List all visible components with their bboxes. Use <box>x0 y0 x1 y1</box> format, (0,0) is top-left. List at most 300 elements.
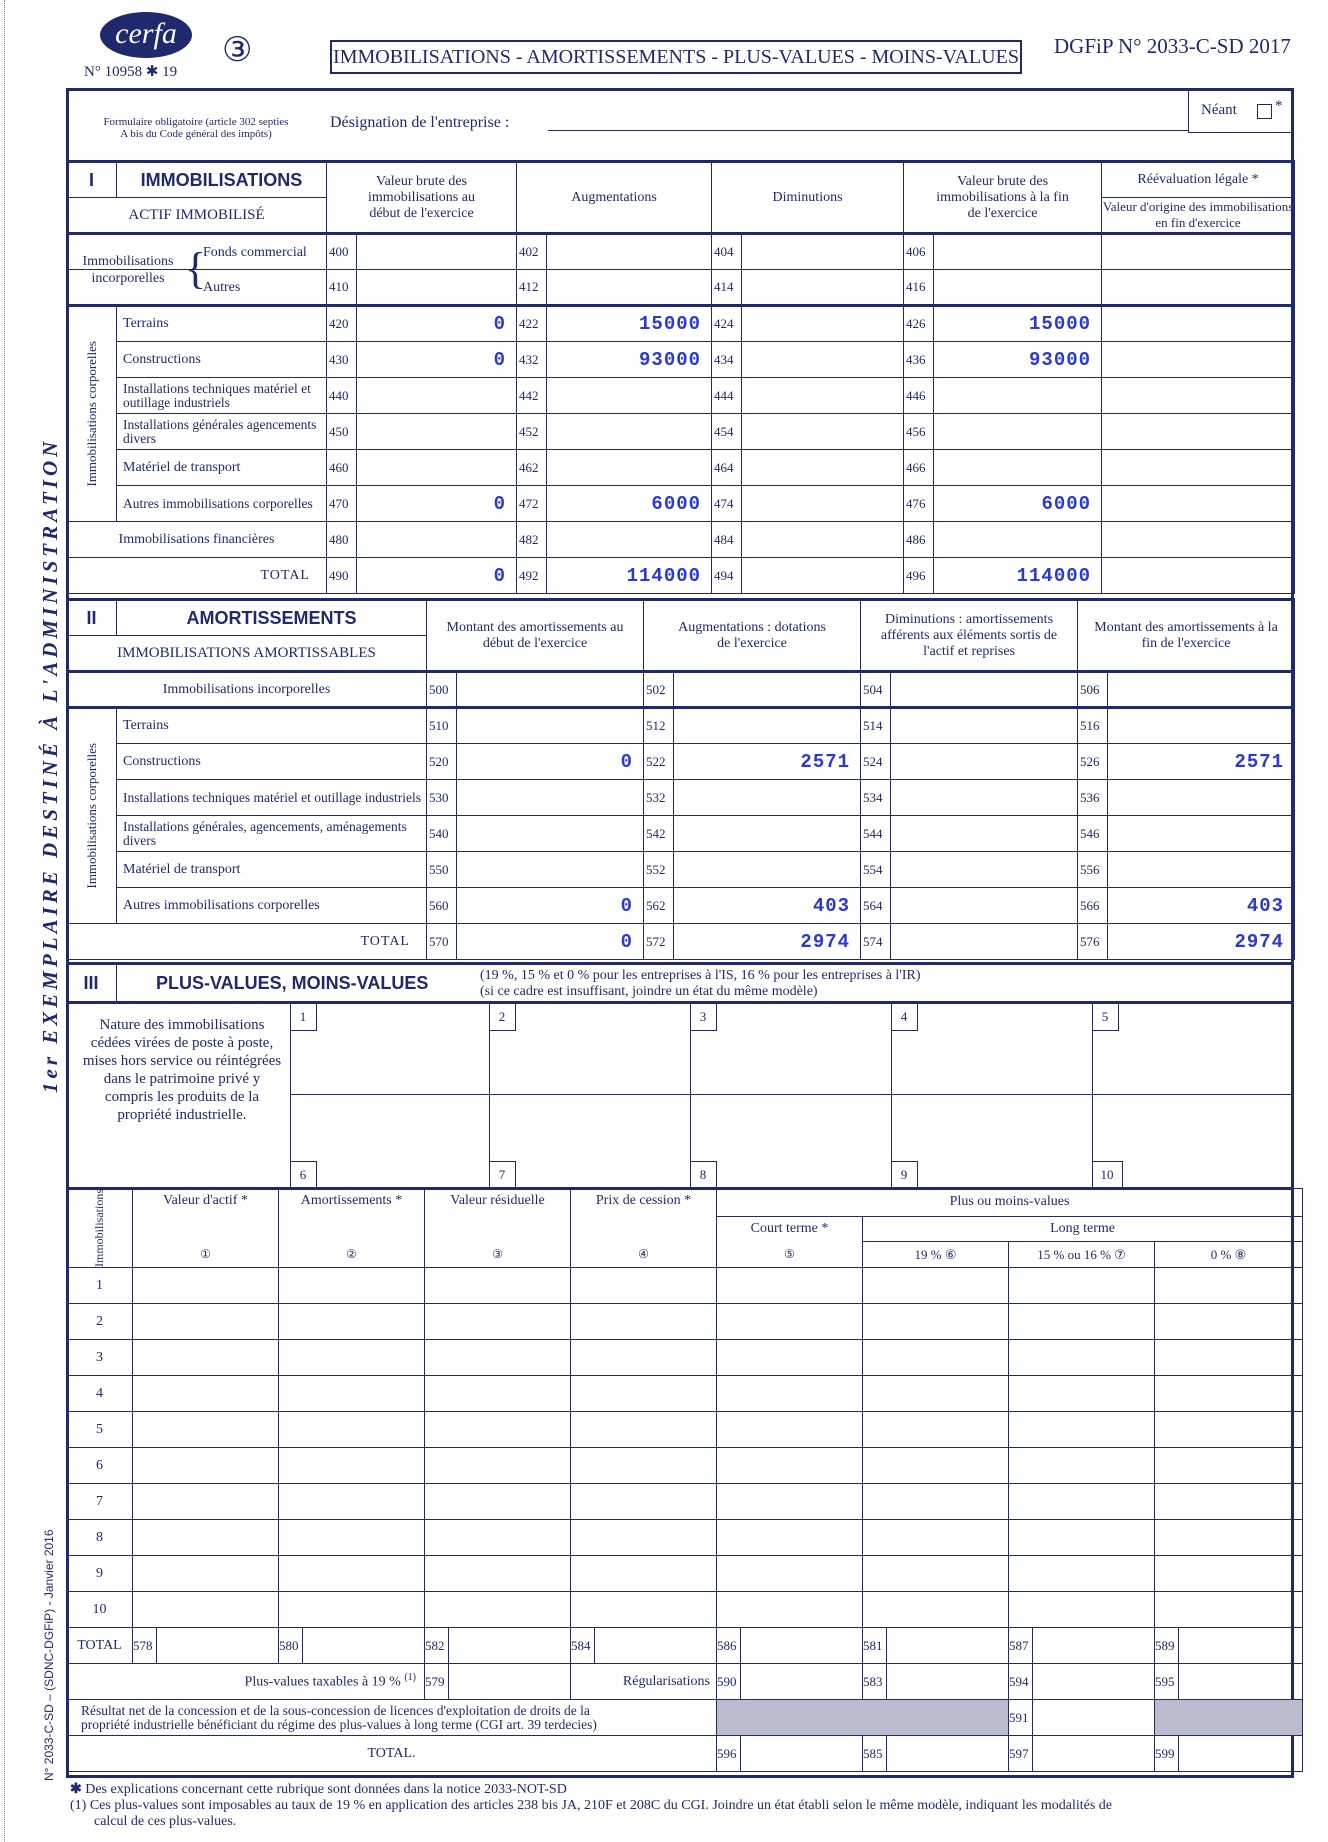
nature-box-number: 10 <box>1100 1167 1114 1182</box>
s1-code: 480 <box>327 522 357 558</box>
s2-group-corp-label: Immobilisations corporelles <box>83 743 99 889</box>
form-title <box>330 40 1022 74</box>
pv-cell[interactable] <box>571 1556 717 1592</box>
s1-code: 452 <box>517 414 547 450</box>
s1-reeval-cell[interactable] <box>1102 306 1295 342</box>
pv-cell[interactable] <box>1155 1484 1303 1520</box>
s2-value[interactable]: 403 <box>1108 888 1295 924</box>
s1-value[interactable]: 0 <box>357 558 517 594</box>
footnotes <box>70 1782 1292 1830</box>
pv-cell[interactable] <box>717 1412 863 1448</box>
pv-taxable-code: 579 <box>425 1664 449 1700</box>
pv-cell[interactable] <box>571 1412 717 1448</box>
pv-total-cell[interactable] <box>449 1628 571 1664</box>
s1-value[interactable]: 114000 <box>547 558 712 594</box>
pv-cell[interactable] <box>279 1520 425 1556</box>
s1-col4-header: Valeur brute des immobilisations à la fin de l'exercice <box>904 162 1102 234</box>
pv-row-number: 5 <box>67 1412 133 1448</box>
s1-value[interactable] <box>357 414 517 450</box>
pv-cell[interactable] <box>279 1268 425 1304</box>
s1-value[interactable] <box>547 450 712 486</box>
pv-cell[interactable] <box>1155 1448 1303 1484</box>
s2-value[interactable] <box>1108 852 1295 888</box>
s1-value[interactable] <box>357 270 517 306</box>
pv-cell[interactable] <box>1009 1484 1155 1520</box>
s1-value[interactable] <box>742 306 904 342</box>
s1-value[interactable] <box>547 414 712 450</box>
s2-col1-header: Montant des amortissements au début de l'exercice <box>427 600 644 672</box>
s1-code: 486 <box>904 522 934 558</box>
s1-reeval-cell[interactable] <box>1102 378 1295 414</box>
pv-cell[interactable] <box>717 1340 863 1376</box>
nature-box-10[interactable] <box>1092 1161 1123 1188</box>
pv-col-19: 19 % ⑥ <box>863 1242 1009 1268</box>
pv-row-number: 2 <box>67 1304 133 1340</box>
pv-total-cell[interactable] <box>741 1628 863 1664</box>
pv-cell[interactable] <box>133 1448 279 1484</box>
s1-value[interactable] <box>547 234 712 270</box>
final-total-cell[interactable] <box>1033 1736 1155 1772</box>
pv-cell[interactable] <box>717 1448 863 1484</box>
s2-value[interactable] <box>674 780 861 816</box>
pv-cell[interactable] <box>133 1556 279 1592</box>
s2-row6-label: Autres immobilisations corporelles <box>117 888 427 924</box>
s1-code: 440 <box>327 378 357 414</box>
pv-cell[interactable] <box>1155 1520 1303 1556</box>
s1-code: 446 <box>904 378 934 414</box>
nature-box-6[interactable] <box>290 1161 317 1188</box>
pv-total-cell[interactable] <box>157 1628 279 1664</box>
vertical-footer-text: N° 2033-C-SD – (SDNC-DGFiP) - Janvier 2016 <box>42 1529 56 1781</box>
s1-code: 460 <box>327 450 357 486</box>
pv-cell[interactable] <box>863 1268 1009 1304</box>
pv-cell[interactable] <box>571 1484 717 1520</box>
s2-code: 576 <box>1078 924 1108 960</box>
pv-total-code: 589 <box>1155 1628 1179 1664</box>
s2-value[interactable]: 0 <box>457 888 644 924</box>
s1-reeval-cell[interactable] <box>1102 558 1295 594</box>
pv-cell[interactable] <box>1009 1412 1155 1448</box>
pv-cell[interactable] <box>863 1520 1009 1556</box>
form-title-text: IMMOBILISATIONS - AMORTISSEMENTS - PLUS-VALUES - MOINS-VALUES <box>333 46 1019 68</box>
pv-cell[interactable] <box>571 1448 717 1484</box>
s1-value[interactable] <box>547 522 712 558</box>
pv-cell[interactable] <box>1009 1268 1155 1304</box>
s2-value[interactable] <box>674 672 861 708</box>
final-total-code: 599 <box>1155 1736 1179 1772</box>
pv-cell[interactable] <box>1009 1520 1155 1556</box>
pv-cell[interactable] <box>425 1484 571 1520</box>
s1-value[interactable] <box>547 378 712 414</box>
pv-total-code: 584 <box>571 1628 595 1664</box>
pv-total-cell[interactable] <box>1033 1628 1155 1664</box>
s2-code: 544 <box>861 816 891 852</box>
s1-reeval-cell[interactable] <box>1102 342 1295 378</box>
regul-code: 594 <box>1009 1664 1033 1700</box>
pv-cell[interactable] <box>863 1592 1009 1628</box>
s2-col3-header: Diminutions : amortissements afférents aux éléments sortis de l'actif et reprises <box>861 600 1078 672</box>
footnote-one-b: calcul de ces plus-values. <box>94 1814 237 1829</box>
s1-value[interactable] <box>934 270 1102 306</box>
s1-reeval-cell[interactable] <box>1102 270 1295 306</box>
regul-cell[interactable] <box>1033 1664 1155 1700</box>
s1-value[interactable]: 93000 <box>547 342 712 378</box>
s1-value[interactable] <box>357 522 517 558</box>
pv-cell[interactable] <box>1009 1304 1155 1340</box>
pv-cell[interactable] <box>279 1340 425 1376</box>
pv-col-prix: Prix de cession * <box>571 1189 717 1242</box>
s2-value[interactable] <box>674 852 861 888</box>
nature-box-1[interactable] <box>290 1004 317 1031</box>
s1-reeval-cell[interactable] <box>1102 486 1295 522</box>
s1-value[interactable]: 114000 <box>934 558 1102 594</box>
s1-value[interactable] <box>742 234 904 270</box>
s1-row0-label: Fonds commercial <box>203 245 307 260</box>
pv-cell[interactable] <box>1155 1376 1303 1412</box>
s1-value[interactable] <box>742 558 904 594</box>
s2-code: 504 <box>861 672 891 708</box>
s2-value[interactable] <box>891 708 1078 744</box>
pv-col-residuelle: Valeur résiduelle <box>425 1189 571 1242</box>
pv-cell[interactable] <box>1009 1556 1155 1592</box>
pv-total-cell[interactable] <box>1179 1628 1303 1664</box>
s1-code: 472 <box>517 486 547 522</box>
pv-circ-1: ① <box>133 1242 279 1268</box>
s2-code: 572 <box>644 924 674 960</box>
section2-table <box>66 598 1295 960</box>
s1-value[interactable]: 93000 <box>934 342 1102 378</box>
pv-cell[interactable] <box>133 1340 279 1376</box>
pv-cell[interactable] <box>717 1556 863 1592</box>
pv-cell[interactable] <box>863 1412 1009 1448</box>
pv-cell[interactable] <box>1155 1304 1303 1340</box>
s1-code: 442 <box>517 378 547 414</box>
s2-code: 530 <box>427 780 457 816</box>
final-total-cell[interactable] <box>887 1736 1009 1772</box>
pv-cell[interactable] <box>1009 1448 1155 1484</box>
s1-code: 496 <box>904 558 934 594</box>
pv-cell[interactable] <box>571 1340 717 1376</box>
s1-value[interactable] <box>934 450 1102 486</box>
s1-code: 400 <box>327 234 357 270</box>
s1-code: 474 <box>712 486 742 522</box>
neant-checkbox[interactable] <box>1257 104 1272 119</box>
resultat-code: 591 <box>1009 1700 1033 1736</box>
pv-cell[interactable] <box>133 1412 279 1448</box>
s1-row8-label: Immobilisations financières <box>67 522 327 558</box>
s2-col4-header: Montant des amortissements à la fin de l'exercice <box>1078 600 1295 672</box>
nature-box-8[interactable] <box>690 1161 717 1188</box>
cerfa-logo-text: cerfa <box>115 17 177 50</box>
pv-total-cell[interactable] <box>303 1628 425 1664</box>
s1-value[interactable] <box>357 450 517 486</box>
s2-value[interactable] <box>674 708 861 744</box>
pv-row-number: 1 <box>67 1268 133 1304</box>
s1-value[interactable] <box>934 414 1102 450</box>
pv-cell[interactable] <box>571 1304 717 1340</box>
pv-cell[interactable] <box>133 1592 279 1628</box>
nature-box-number: 2 <box>498 1009 506 1024</box>
pv-cell[interactable] <box>571 1520 717 1556</box>
s2-code: 566 <box>1078 888 1108 924</box>
pv-cell[interactable] <box>863 1376 1009 1412</box>
s2-value[interactable] <box>1108 780 1295 816</box>
s2-value[interactable] <box>457 672 644 708</box>
nature-box-number: 6 <box>299 1167 307 1182</box>
pv-cell[interactable] <box>133 1484 279 1520</box>
s1-incorp-rows <box>67 234 1295 306</box>
pv-cell[interactable] <box>425 1592 571 1628</box>
pv-cell[interactable] <box>279 1484 425 1520</box>
s1-row4-label: Installations techniques matériel et outillage industriels <box>117 378 327 414</box>
pv-cell[interactable] <box>133 1376 279 1412</box>
s1-value[interactable] <box>742 378 904 414</box>
pv-cell[interactable] <box>717 1376 863 1412</box>
resultat-cell[interactable] <box>1033 1700 1155 1736</box>
s2-value[interactable] <box>1108 672 1295 708</box>
s2-value[interactable] <box>674 816 861 852</box>
regul-cell[interactable] <box>741 1664 863 1700</box>
pv-cell[interactable] <box>279 1376 425 1412</box>
s1-value[interactable]: 6000 <box>547 486 712 522</box>
pv-taxable-cell[interactable] <box>449 1664 571 1700</box>
pv-row-number: 8 <box>67 1520 133 1556</box>
s2-value[interactable]: 2974 <box>674 924 861 960</box>
pv-cell[interactable] <box>279 1556 425 1592</box>
s1-code: 422 <box>517 306 547 342</box>
s2-value[interactable] <box>891 852 1078 888</box>
pv-cell[interactable] <box>133 1268 279 1304</box>
s1-value[interactable] <box>742 414 904 450</box>
pv-cell[interactable] <box>1155 1412 1303 1448</box>
pv-cell[interactable] <box>1009 1340 1155 1376</box>
s1-value[interactable] <box>742 450 904 486</box>
cerfa-number: N° 10958 ✱ 19 <box>84 64 178 80</box>
s2-value[interactable] <box>1108 708 1295 744</box>
s1-value[interactable] <box>934 234 1102 270</box>
s1-code: 456 <box>904 414 934 450</box>
s2-value[interactable]: 2571 <box>1108 744 1295 780</box>
pv-cell[interactable] <box>1155 1556 1303 1592</box>
pv-cell[interactable] <box>571 1376 717 1412</box>
s2-value[interactable]: 2974 <box>1108 924 1295 960</box>
pv-cell[interactable] <box>425 1268 571 1304</box>
pv-taxable-label-cell <box>67 1664 425 1700</box>
s1-code: 466 <box>904 450 934 486</box>
s1-row9-label: TOTAL <box>67 558 327 594</box>
pv-cell[interactable] <box>425 1520 571 1556</box>
s1-value[interactable]: 0 <box>357 486 517 522</box>
s2-code: 524 <box>861 744 891 780</box>
s2-value[interactable] <box>891 780 1078 816</box>
s1-value[interactable] <box>357 378 517 414</box>
pv-cell[interactable] <box>425 1448 571 1484</box>
s2-value[interactable] <box>457 852 644 888</box>
s2-code: 536 <box>1078 780 1108 816</box>
s1-reeval-cell[interactable] <box>1102 234 1295 270</box>
pv-cell[interactable] <box>717 1304 863 1340</box>
s1-value[interactable] <box>357 234 517 270</box>
regul-cell[interactable] <box>887 1664 1009 1700</box>
pv-cell[interactable] <box>717 1484 863 1520</box>
pv-total-code: 582 <box>425 1628 449 1664</box>
cerfa-logo <box>100 12 192 58</box>
final-total-cell[interactable] <box>1179 1736 1303 1772</box>
nature-box-2[interactable] <box>489 1004 516 1031</box>
pv-cell[interactable] <box>425 1376 571 1412</box>
s2-code: 502 <box>644 672 674 708</box>
s1-value[interactable]: 0 <box>357 306 517 342</box>
pv-row-number: 3 <box>67 1340 133 1376</box>
s2-code: 570 <box>427 924 457 960</box>
nature-box-4[interactable] <box>891 1004 918 1031</box>
nature-box-number: 7 <box>498 1167 506 1182</box>
pv-total-code: 578 <box>133 1628 157 1664</box>
pv-cell[interactable] <box>279 1304 425 1340</box>
section1-roman: I <box>67 162 117 198</box>
pv-circ-5: ⑤ <box>717 1242 863 1268</box>
s1-row5-label: Installations générales agencements divers <box>117 414 327 450</box>
s2-value[interactable] <box>891 816 1078 852</box>
pv-cell[interactable] <box>1009 1376 1155 1412</box>
pv-cell[interactable] <box>1155 1592 1303 1628</box>
regul-cell[interactable] <box>1179 1664 1303 1700</box>
final-total-code: 597 <box>1009 1736 1033 1772</box>
pv-cell[interactable] <box>717 1268 863 1304</box>
section2-subtitle: IMMOBILISATIONS AMORTISSABLES <box>67 636 427 672</box>
neant-box <box>1188 90 1292 133</box>
s1-code: 410 <box>327 270 357 306</box>
s2-value[interactable] <box>891 744 1078 780</box>
pv-cell[interactable] <box>571 1592 717 1628</box>
pv-cell[interactable] <box>425 1412 571 1448</box>
pv-cell[interactable] <box>863 1556 1009 1592</box>
pv-cell[interactable] <box>717 1592 863 1628</box>
pv-row-number: 4 <box>67 1376 133 1412</box>
s1-reeval-cell[interactable] <box>1102 414 1295 450</box>
pv-row-number: 7 <box>67 1484 133 1520</box>
s1-value[interactable] <box>742 342 904 378</box>
nature-grid-hline <box>290 1094 1294 1095</box>
s1-value[interactable] <box>547 270 712 306</box>
s1-value[interactable] <box>934 378 1102 414</box>
star-icon: ✱ <box>70 1782 86 1797</box>
s2-code: 560 <box>427 888 457 924</box>
s2-row0-label: Immobilisations incorporelles <box>67 672 427 708</box>
nature-box-7[interactable] <box>489 1161 516 1188</box>
s2-value[interactable] <box>1108 816 1295 852</box>
s2-value[interactable]: 0 <box>457 924 644 960</box>
pv-total-cell[interactable] <box>595 1628 717 1664</box>
s1-value[interactable] <box>742 522 904 558</box>
nature-box-9[interactable] <box>891 1161 918 1188</box>
nature-box-number: 3 <box>699 1009 707 1024</box>
s1-row-autres <box>67 270 327 306</box>
nature-box-5[interactable] <box>1092 1004 1119 1031</box>
s1-col2-header: Augmentations <box>517 162 712 234</box>
s2-code: 552 <box>644 852 674 888</box>
pv-cell[interactable] <box>133 1520 279 1556</box>
s1-code: 476 <box>904 486 934 522</box>
footnote-star <box>70 1782 1292 1798</box>
pv-cell[interactable] <box>425 1340 571 1376</box>
section3-roman: III <box>66 965 117 1001</box>
pv-cell[interactable] <box>1155 1268 1303 1304</box>
section3-note1: (19 %, 15 % et 0 % pour les entreprises à l'IS, 16 % pour les entreprises à l'IR) <box>480 968 921 983</box>
s1-value[interactable] <box>742 486 904 522</box>
s1-value[interactable]: 0 <box>357 342 517 378</box>
s2-code: 540 <box>427 816 457 852</box>
s1-code: 454 <box>712 414 742 450</box>
pv-cell[interactable] <box>717 1520 863 1556</box>
s1-row3-label: Constructions <box>117 342 327 378</box>
pv-total-code: 587 <box>1009 1628 1033 1664</box>
pv-cell[interactable] <box>863 1340 1009 1376</box>
pv-cell[interactable] <box>863 1448 1009 1484</box>
s1-row6-label: Matériel de transport <box>117 450 327 486</box>
s1-code: 434 <box>712 342 742 378</box>
nature-box-3[interactable] <box>690 1004 717 1031</box>
s1-reeval-cell[interactable] <box>1102 450 1295 486</box>
pv-cell[interactable] <box>279 1412 425 1448</box>
pv-cell[interactable] <box>863 1304 1009 1340</box>
pv-cell[interactable] <box>133 1304 279 1340</box>
s1-code: 430 <box>327 342 357 378</box>
circled-number: ③ <box>222 32 253 69</box>
nature-vline <box>290 1004 291 1187</box>
s1-value[interactable] <box>742 270 904 306</box>
pv-cell[interactable] <box>425 1556 571 1592</box>
s2-code: 562 <box>644 888 674 924</box>
s2-value[interactable] <box>457 816 644 852</box>
s2-value[interactable] <box>891 924 1078 960</box>
pv-cell[interactable] <box>425 1304 571 1340</box>
s1-code: 406 <box>904 234 934 270</box>
final-total-cell[interactable] <box>741 1736 863 1772</box>
pv-cell[interactable] <box>571 1268 717 1304</box>
pv-cell[interactable] <box>279 1592 425 1628</box>
s1-value[interactable] <box>934 522 1102 558</box>
pv-cell[interactable] <box>1155 1340 1303 1376</box>
pv-total-cell[interactable] <box>887 1628 1009 1664</box>
pv-cell[interactable] <box>1009 1592 1155 1628</box>
s2-value[interactable]: 403 <box>674 888 861 924</box>
s1-value[interactable]: 15000 <box>934 306 1102 342</box>
s2-code: 522 <box>644 744 674 780</box>
s1-reeval-cell[interactable] <box>1102 522 1295 558</box>
s2-code: 550 <box>427 852 457 888</box>
pv-cell[interactable] <box>279 1448 425 1484</box>
s2-row4-label: Installations générales, agencements, aménagements divers <box>117 816 427 852</box>
s2-value[interactable] <box>891 672 1078 708</box>
s1-value[interactable]: 15000 <box>547 306 712 342</box>
pv-taxable-note: (1) <box>404 1672 416 1684</box>
designation-input[interactable] <box>548 130 1188 131</box>
final-total-label: TOTAL. <box>67 1736 717 1772</box>
pv-cell[interactable] <box>863 1484 1009 1520</box>
s2-value[interactable] <box>457 780 644 816</box>
s1-value[interactable]: 6000 <box>934 486 1102 522</box>
s2-value[interactable] <box>457 708 644 744</box>
resultat-shaded <box>717 1700 1009 1736</box>
s1-code: 420 <box>327 306 357 342</box>
pv-row-number: 10 <box>67 1592 133 1628</box>
s2-value[interactable]: 0 <box>457 744 644 780</box>
s2-value[interactable] <box>891 888 1078 924</box>
s1-col3-header: Diminutions <box>712 162 904 234</box>
s2-value[interactable]: 2571 <box>674 744 861 780</box>
nature-vline <box>1092 1004 1093 1187</box>
